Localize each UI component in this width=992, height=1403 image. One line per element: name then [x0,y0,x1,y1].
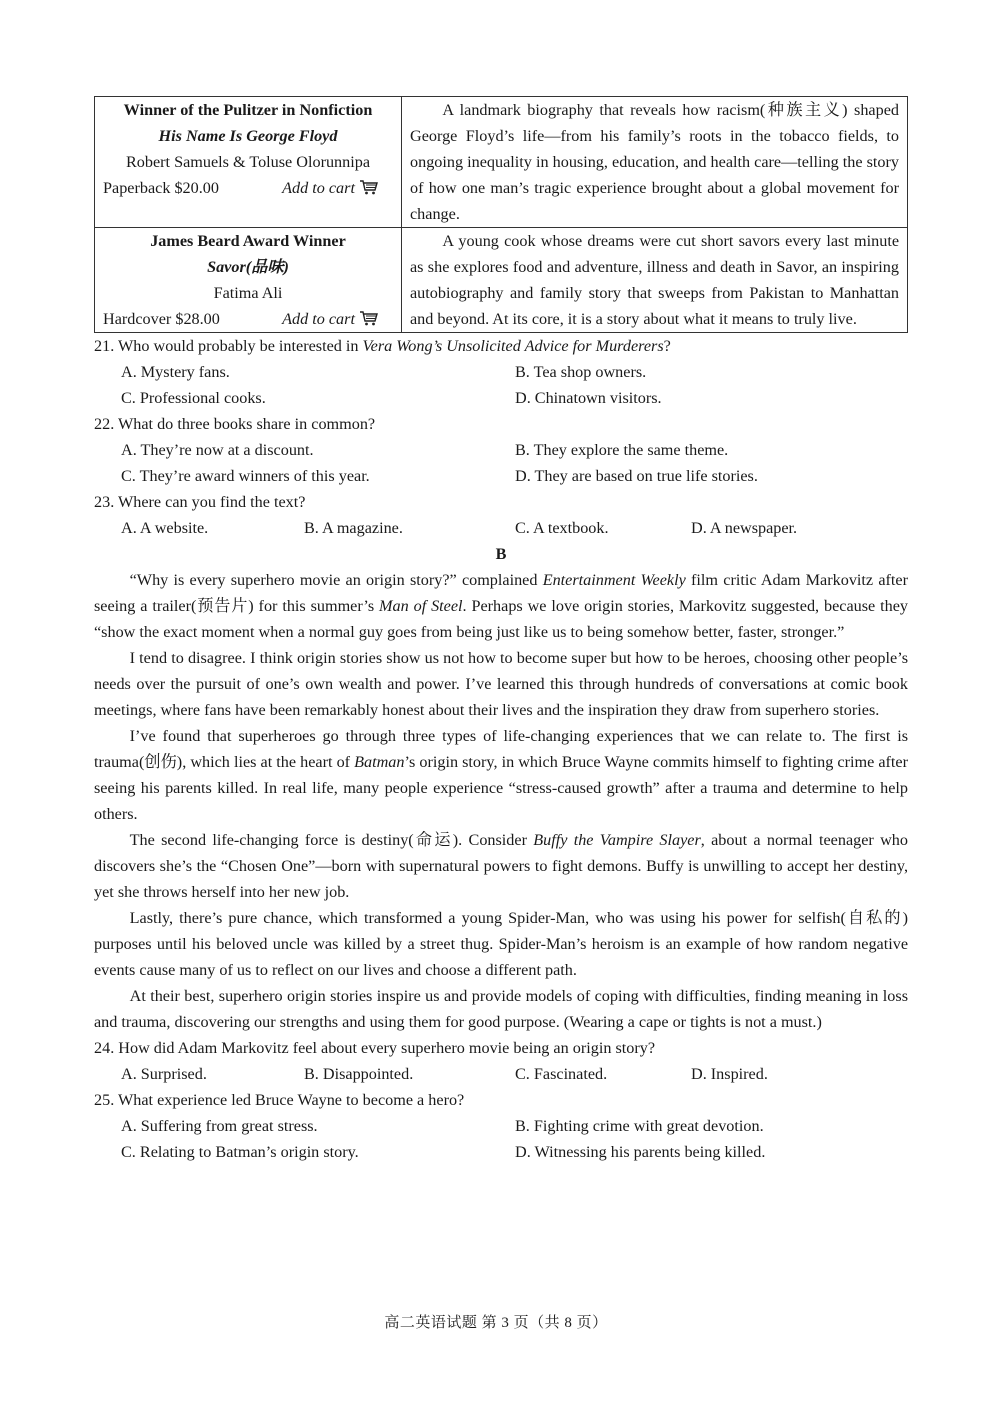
paragraph: I tend to disagree. I think origin stories show us not how to become super but how to be heroes, choosing other people’s needs over the pursuit of one’s own wealth and power. I’ve learned this through hundreds of conversations at comic book meetings, where fans have been remarkably honest about their lives and the inspiration they draw from superhero stories. [94,649,908,719]
book-price: Paperback $20.00 [103,179,219,197]
question-25: 25. What experience led Bruce Wayne to become a hero? A. Suffering from great stress. B. Fighting crime with great devotion. C. Relating to Batman’s origin story. D. Witnessing his parents being killed. [94,1087,908,1165]
book-price: Hardcover $28.00 [103,310,220,328]
book-info [95,97,402,228]
option-d[interactable]: D. A newspaper. [691,519,798,537]
option-d[interactable]: D. Chinatown visitors. [515,389,662,407]
question-22: 22. What do three books share in common? A. They’re now at a discount. B. They explore the same theme. C. They’re award winners of this year. D. They are based on true life stories. [94,411,908,489]
book-table [94,96,908,333]
question-21: 21. Who would probably be interested in Vera Wong’s Unsolicited Advice for Murderers? A. Mystery fans. B. Tea shop owners. C. Professional cooks. D. Chinatown visitors. [94,333,908,411]
book-award: Winner of the Pulitzer in Nonfiction [123,101,373,119]
book-title: Savor(品味) [207,258,289,276]
add-to-cart-link[interactable] [282,175,379,201]
book-row [95,97,908,228]
paragraph: “Why is every superhero movie an origin story?” complained Entertainment Weekly film critic Adam Markovitz after seeing a trailer(预告片) for this summer’s Man of Steel. Perhaps we love origin stories, Markovitz suggested, because they “show the exact moment when a normal guy goes from being just like us to being somehow better, faster, stronger.” [94,571,908,641]
add-to-cart-label: Add to cart [282,179,355,197]
option-b[interactable]: B. Fighting crime with great devotion. [515,1117,764,1135]
book-award: James Beard Award Winner [150,232,346,250]
question-24: 24. How did Adam Markovitz feel about every superhero movie being an origin story? A. Surprised. B. Disappointed. C. Fascinated. D. Inspired. [94,1035,908,1087]
option-a[interactable]: A. Suffering from great stress. [121,1117,318,1135]
book-row [95,228,908,333]
add-to-cart-link[interactable] [282,306,379,332]
paragraph: At their best, superhero origin stories inspire us and provide models of coping with difficulties, finding meaning in loss and trauma, discovering our strengths and using them for good purpose. (Wearing a cape or tights is not a must.) [94,987,908,1031]
book-author: Fatima Ali [213,284,283,302]
option-b[interactable]: B. Tea shop owners. [515,363,647,381]
book-author: Robert Samuels & Toluse Olorunnipa [125,153,371,171]
book-description: A landmark biography that reveals how racism(种族主义) shaped George Floyd’s life—from his family’s roots in the tobacco fields, to ongoing inequality in housing, education, and health care—telling the story of how one man’s tragic experience brought about a global movement for change. [402,97,908,228]
option-a[interactable]: A. Mystery fans. [121,363,230,381]
option-d[interactable]: D. They are based on true life stories. [515,467,758,485]
book-description: A young cook whose dreams were cut short savors every last minute as she explores food and adventure, illness and death in Savor, an inspiring autobiography and family story that sweeps from Pakistan to Manhattan and beyond. At its core, it is a story about what it means to truly live. [402,228,908,333]
book-title-ref: Vera Wong’s Unsolicited Advice for Murderers [362,337,664,355]
option-a[interactable]: A. A website. [121,519,209,537]
shopping-cart-icon [359,179,379,195]
reading-passage [94,567,908,1035]
book-title: His Name Is George Floyd [158,127,338,145]
option-a[interactable]: A. They’re now at a discount. [121,441,314,459]
book-info [95,228,402,333]
option-b[interactable]: B. A magazine. [304,519,403,537]
shopping-cart-icon [359,310,379,326]
option-c[interactable]: C. Professional cooks. [121,389,266,407]
option-a[interactable]: A. Surprised. [121,1065,207,1083]
add-to-cart-label: Add to cart [282,310,355,328]
option-d[interactable]: D. Witnessing his parents being killed. [515,1143,766,1161]
option-c[interactable]: C. Fascinated. [515,1065,608,1083]
page-footer: 高二英语试题 第 3 页（共 8 页） [384,1315,608,1331]
option-b[interactable]: B. Disappointed. [304,1065,414,1083]
option-b[interactable]: B. They explore the same theme. [515,441,729,459]
paragraph: The second life-changing force is destiny(命运). Consider Buffy the Vampire Slayer, about a normal teenager who discovers she’s the “Chosen One”—born with supernatural powers to fight demons. Buffy is unwilling to accept her destiny, yet she throws herself into her new job. [94,831,908,901]
question-23: 23. Where can you find the text? A. A website. B. A magazine. C. A textbook. D. A newspaper. [94,489,908,541]
option-d[interactable]: D. Inspired. [691,1065,768,1083]
paragraph: Lastly, there’s pure chance, which transformed a young Spider-Man, who was using his power for selfish(自私的) purposes until his beloved uncle was killed by a street thug. Spider-Man’s heroism is an example of how random negative events cause many of us to reflect on our lives and choose a different path. [94,909,908,979]
paragraph: I’ve found that superheroes go through three types of life-changing experiences that we can relate to. The first is trauma(创伤), which lies at the heart of Batman’s origin story, in which Bruce Wayne commits himself to fighting crime after seeing his parents killed. In real life, many people experience “stress-caused growth” after a trauma and determine to help others. [94,727,908,823]
option-c[interactable]: C. Relating to Batman’s origin story. [121,1143,359,1161]
section-heading: B [495,545,507,563]
option-c[interactable]: C. A textbook. [515,519,609,537]
option-c[interactable]: C. They’re award winners of this year. [121,467,370,485]
exam-page [94,96,908,1165]
